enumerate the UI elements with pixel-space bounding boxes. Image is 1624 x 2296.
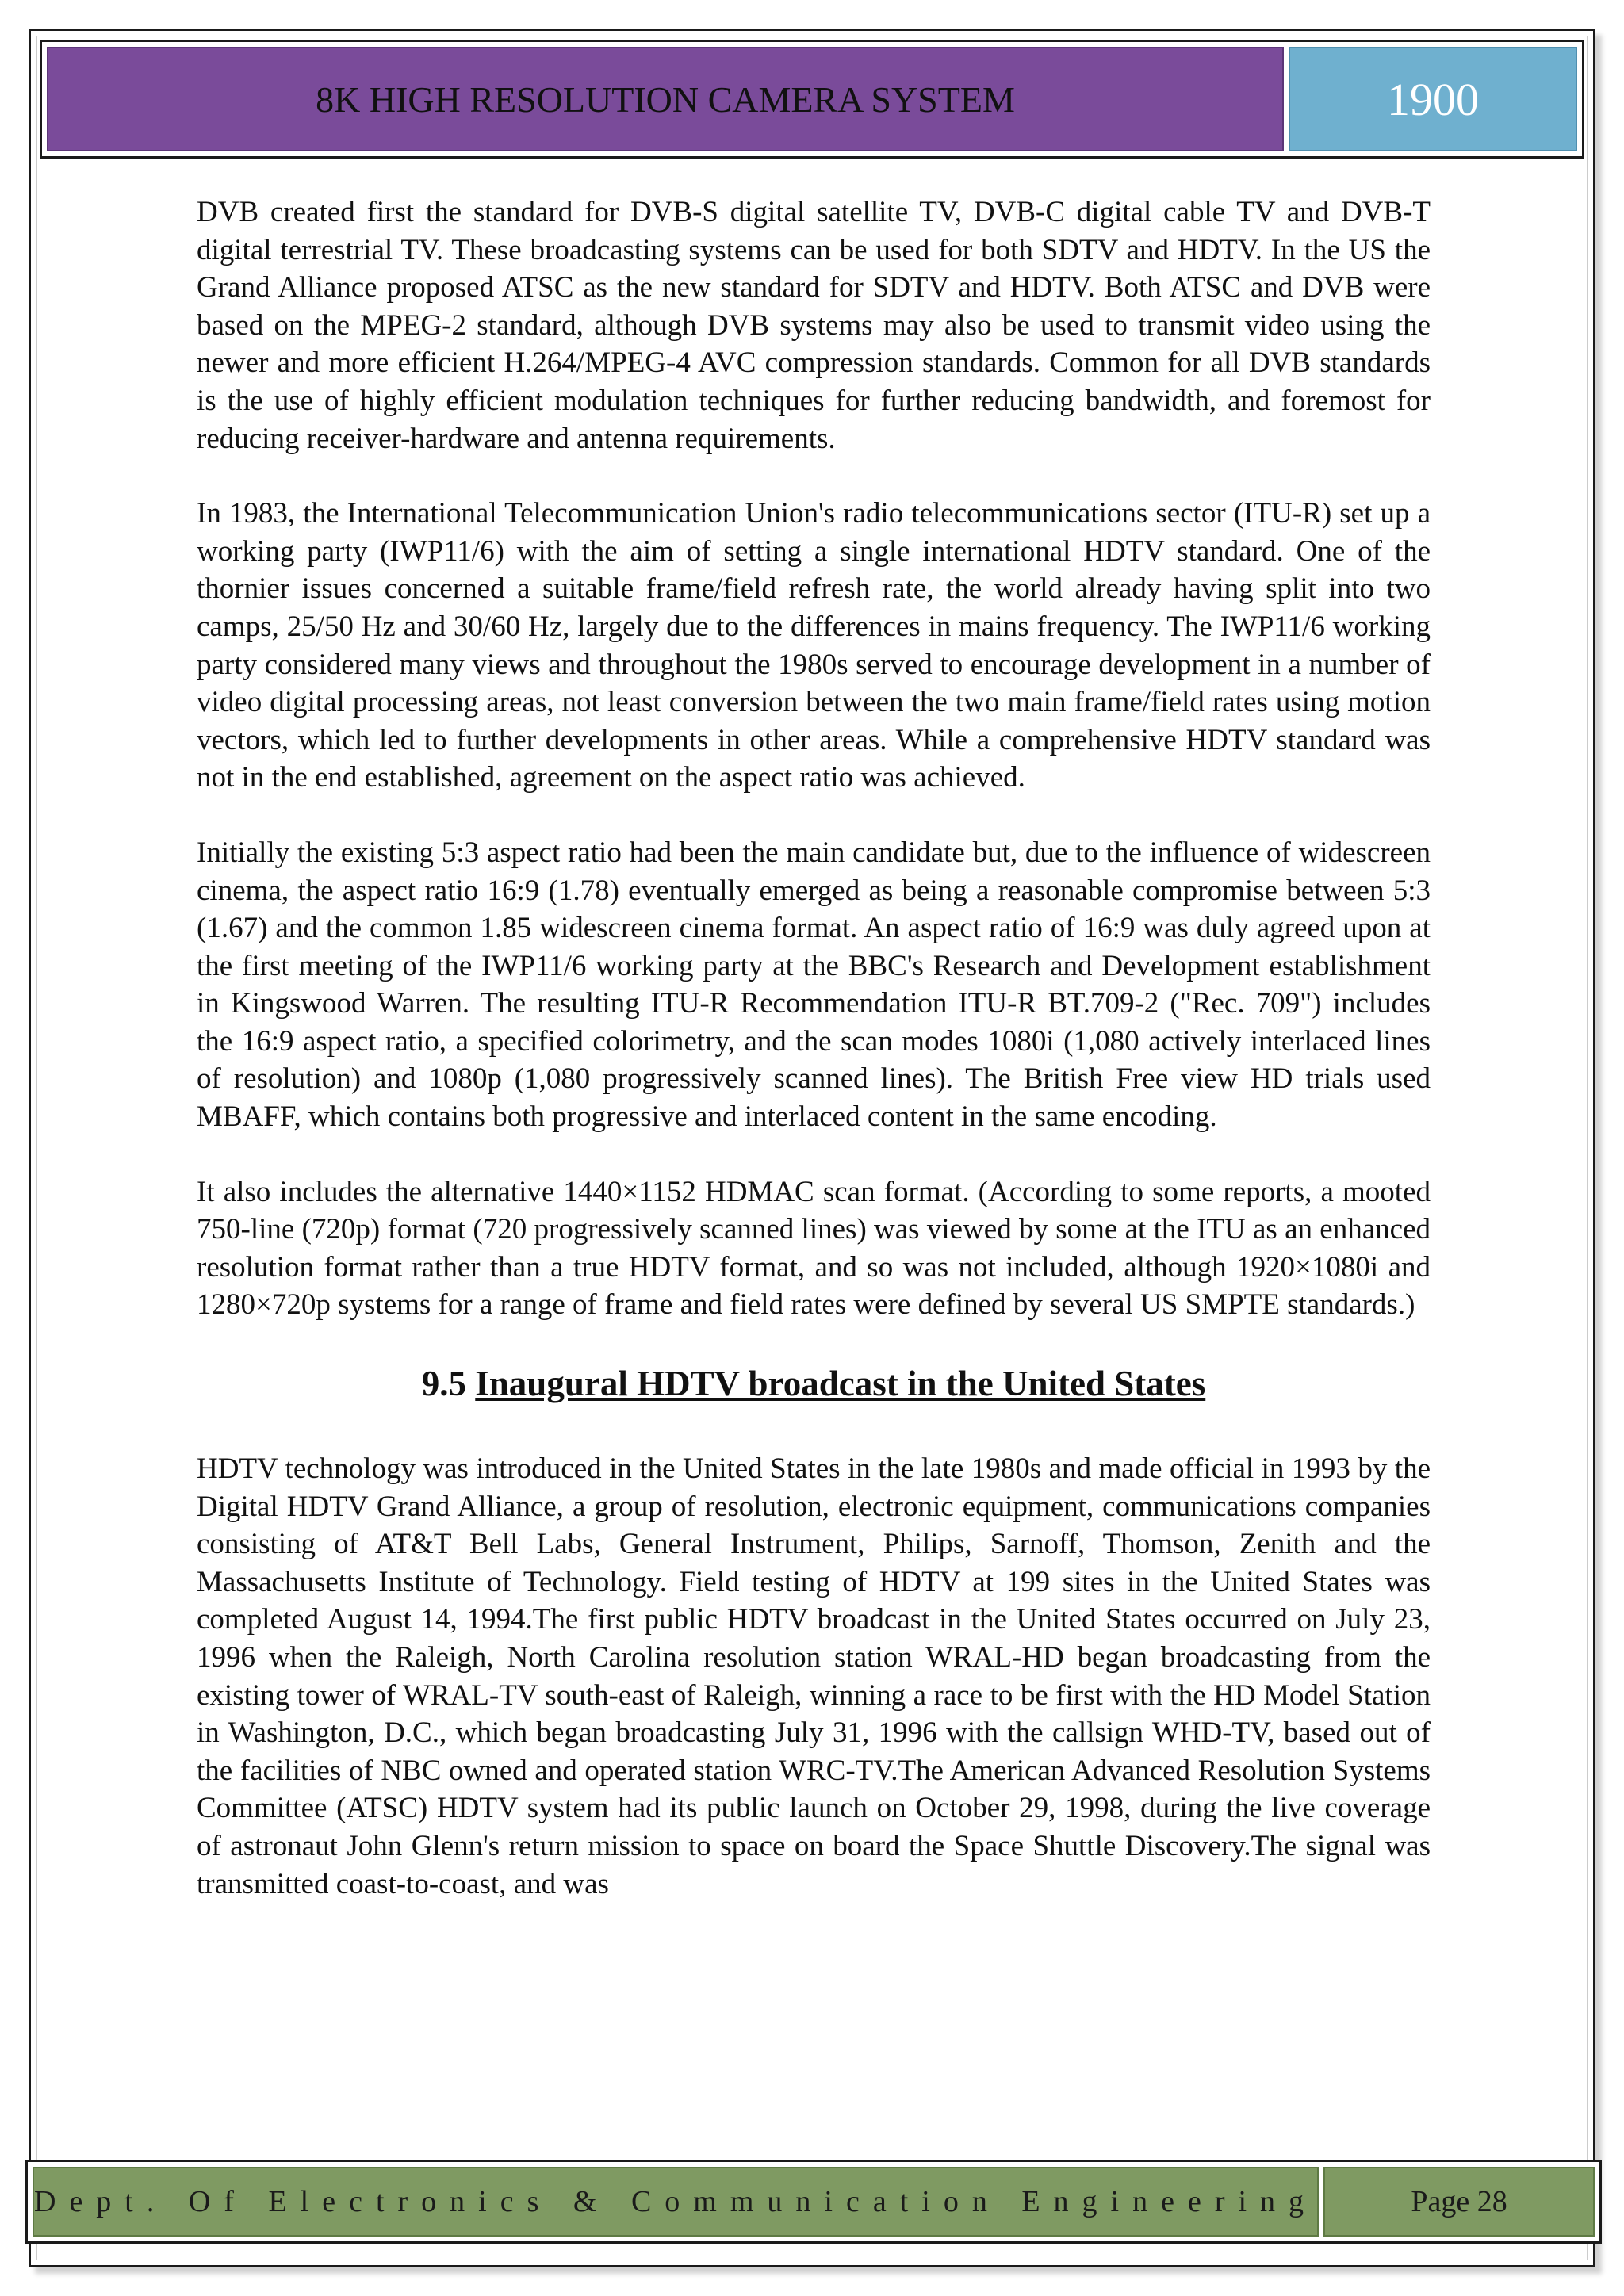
section-heading <box>197 1361 1431 1406</box>
section-title: Inaugural HDTV broadcast in the United States <box>475 1364 1206 1404</box>
page-footer <box>25 2160 1602 2244</box>
footer-page-number: Page 28 <box>1323 2167 1595 2237</box>
section-number: 9.5 <box>421 1364 467 1404</box>
document-body <box>197 193 1431 1940</box>
header-title: 8K HIGH RESOLUTION CAMERA SYSTEM <box>47 47 1284 151</box>
footer-department: Dept. Of Electronics & Communication Engineering <box>33 2167 1319 2237</box>
paragraph-dvb: DVB created first the standard for DVB-S digital satellite TV, DVB-C digital cable TV and DVB-T digital terrestrial TV. These broadcasting systems can be used for both SDTV and HDTV. In the US the Grand Alliance proposed ATSC as the new standard for SDTV and HDTV. Both ATSC and DVB were based on the MPEG-2 standard, although DVB systems may also be used to transmit video using the newer and more efficient H.264/MPEG-4 AVC compression standards. Common for all DVB standards is the use of highly efficient modulation techniques for further reducing bandwidth, and foremost for reducing receiver-hardware and antenna requirements. <box>197 196 1431 455</box>
paragraph-itu: In 1983, the International Telecommunication Union's radio telecommunications sector (ITU-R) set up a working party (IWP11/6) with the aim of setting a single international HDTV standard. One of the thornier issues concerned a suitable frame/field refresh rate, the world already having split into two camps, 25/50 Hz and 30/60 Hz, largely due to the differences in mains frequency. The IWP11/6 working party considered many views and throughout the 1980s served to encourage development in a number of video digital processing areas, not least conversion between the two main frame/field rates using motion vectors, which led to further developments in other areas. While a comprehensive HDTV standard was not in the end established, agreement on the aspect ratio was achieved. <box>197 497 1431 794</box>
page-header <box>40 40 1584 159</box>
paragraph-inaugural-broadcast: HDTV technology was introduced in the United States in the late 1980s and made official in 1993 by the Digital HDTV Grand Alliance, a group of resolution, electronic equipment, communications companies consisting of AT&T Bell Labs, General Instrument, Philips, Sarnoff, Thomson, Zenith and the Massachusetts Institute of Technology. Field testing of HDTV at 199 sites in the United States was completed August 14, 1994.The first public HDTV broadcast in the United States occurred on July 23, 1996 when the Raleigh, North Carolina resolution station WRAL-HD began broadcasting from the existing tower of WRAL-TV south-east of Raleigh, winning a race to be first with the HD Model Station in Washington, D.C., which began broadcasting July 31, 1996 with the callsign WHD-TV, based out of the facilities of NBC owned and operated station WRC-TV.The American Advanced Resolution Systems Committee (ATSC) HDTV system had its public launch on October 29, 1998, during the live coverage of astronaut John Glenn's return mission to space on board the Space Shuttle Discovery.The signal was transmitted coast-to-coast, and was <box>197 1452 1431 1900</box>
header-number: 1900 <box>1289 47 1577 151</box>
paragraph-aspect-ratio: Initially the existing 5:3 aspect ratio had been the main candidate but, due to the influence of widescreen cinema, the aspect ratio 16:9 (1.78) eventually emerged as being a reasonable compromise between 5:3 (1.67) and the common 1.85 widescreen cinema format. An aspect ratio of 16:9 was duly agreed upon at the first meeting of the IWP11/6 working party at the BBC's Research and Development establishment in Kingswood Warren. The resulting ITU-R Recommendation ITU-R BT.709-2 ("Rec. 709") includes the 16:9 aspect ratio, a specified colorimetry, and the scan modes 1080i (1,080 actively interlaced lines of resolution) and 1080p (1,080 progressively scanned lines). The British Free view HD trials used MBAFF, which contains both progressive and interlaced content in the same encoding. <box>197 836 1431 1134</box>
paragraph-hdmac: It also includes the alternative 1440×1152 HDMAC scan format. (According to some reports, a mooted 750-line (720p) format (720 progressively scanned lines) was viewed by some at the ITU as an enhanced resolution format rather than a true HDTV format, and so was not included, although 1920×1080i and 1280×720p systems for a range of frame and field rates were defined by several US SMPTE standards.) <box>197 1175 1431 1322</box>
